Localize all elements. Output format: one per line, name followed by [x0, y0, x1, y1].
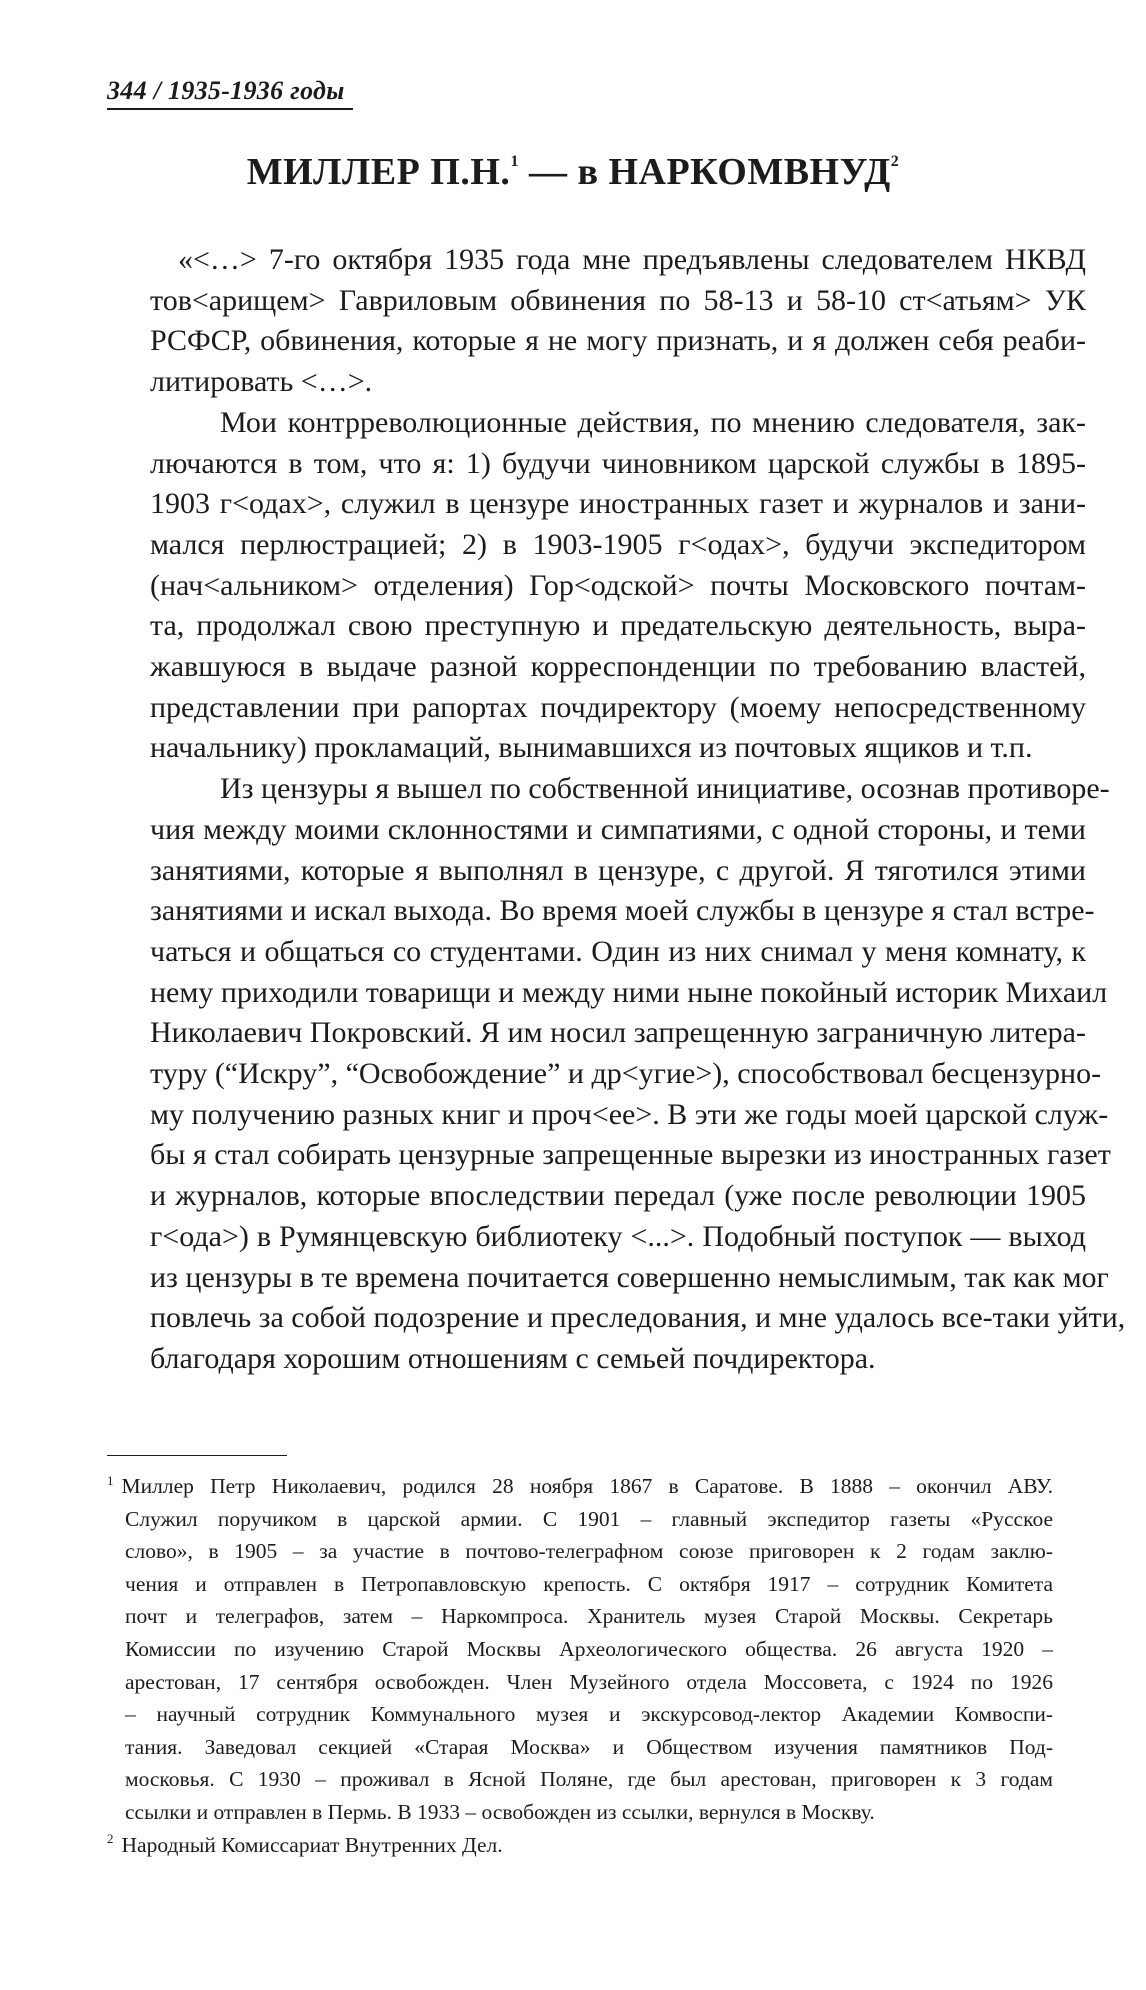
running-head: 344 / 1935-1936 годы — [107, 76, 353, 110]
body-line: (нач<альником> отделения) Гор<одской> почты Московского почтам- — [150, 568, 1086, 602]
footnote-line: тания. Заведовал секцией «Старая Москва» и Обществом изучения памятников Под- — [125, 1734, 1053, 1759]
body-line: г<ода>) в Румянцевскую библиотеку <...>. Подобный поступок — выход — [150, 1219, 1086, 1253]
footnote-mark: 1 — [107, 1472, 114, 1488]
body-line: представлении при рапортах почдиректору (моему непосредственному — [150, 690, 1086, 724]
body-line: нему приходили товарищи и между ними ныне покойный историк Михаил — [150, 975, 1108, 1009]
footnote-line: московья. С 1930 – проживал в Ясной Поляне, где был арестован, приговорен к 3 годам — [125, 1767, 1053, 1792]
body-line: Из цензуры я вышел по собственной инициативе, осознав противоре- — [220, 772, 1110, 806]
body-line: повлечь за собой подозрение и преследования, и мне удалось все-таки уйти, — [150, 1301, 1126, 1335]
body-line: 1903 г<одах>, служил в цензуре иностранных газет и журналов и зани- — [150, 487, 1086, 521]
body-line: туру (“Искру”, “Освобождение” и др<угие>), способствовал бесцензурно- — [150, 1057, 1102, 1091]
body-line: занятиями и искал выхода. Во время моей службы в цензуре я стал встре- — [150, 894, 1095, 928]
title-text: МИЛЛЕР П.Н. — [246, 151, 511, 193]
body-line: «<…> 7-го октября 1935 года мне предъявлены следователем НКВД — [178, 243, 1086, 276]
body-line: РСФСР, обвинения, которые я не могу признать, и я должен себя реаби- — [150, 324, 1086, 358]
body-line: литировать <…>. — [150, 365, 373, 399]
body-line: чия между моими склонностями и симпатиями, с одной стороны, и теми — [150, 812, 1086, 846]
footnote-line: чения и отправлен в Петропавловскую крепость. С октября 1917 – сотрудник Комитета — [125, 1571, 1053, 1596]
footnote-text: Миллер Петр Николаевич, родился 28 ноября 1867 в Саратове. В 1888 – окончил АВУ. — [121, 1474, 1053, 1498]
body-line: му получению разных книг и проч<ее>. В эти же годы моей царской служ- — [150, 1097, 1109, 1131]
body-line: Николаевич Покровский. Я им носил запрещенную заграничную литера- — [150, 1016, 1086, 1050]
body-line: мался перлюстрацией; 2) в 1903-1905 г<одах>, будучи экспедитором — [150, 527, 1086, 561]
body-line: и журналов, которые впоследствии передал (уже после революции 1905 — [150, 1179, 1086, 1213]
footnote-line: Комиссии по изучению Старой Москвы Археологического общества. 26 августа 1920 – — [125, 1636, 1053, 1661]
footnotes — [107, 1470, 1053, 1861]
footnote-line: арестован, 17 сентября освобожден. Член Музейного отдела Моссовета, с 1924 по 1926 — [125, 1669, 1053, 1694]
footnote-line: слово», в 1905 – за участие в почтово-телеграфном союзе приговорен к 2 годам заклю- — [125, 1539, 1053, 1564]
footnote-line — [107, 1829, 1053, 1862]
title-rest: — в НАРКОМВНУД — [518, 151, 891, 193]
body-line: занятиями, которые я выполнял в цензуре, с другой. Я тяготился этими — [150, 853, 1086, 887]
body-line: благодаря хорошим отношениям с семьей почдиректора. — [150, 1341, 876, 1375]
footnote-line: почт и телеграфов, затем – Наркомпроса. Хранитель музея Старой Москвы. Секретарь — [125, 1604, 1053, 1629]
footnote-mark: 2 — [107, 1831, 114, 1847]
footnote-line: – научный сотрудник Коммунального музея и экскурсовод-лектор Академии Комвоспи- — [125, 1702, 1053, 1727]
footnote-line: Служил поручиком в царской армии. С 1901 – главный экспедитор газеты «Русское — [125, 1506, 1053, 1531]
footnote-ref-1: 1 — [510, 153, 519, 171]
body-text — [150, 240, 1126, 1380]
body-line: та, продолжал свою преступную и предательскую деятельность, выра- — [150, 609, 1086, 643]
body-line: жавшуюся в выдаче разной корреспонденции по требованию властей, — [150, 650, 1086, 684]
footnote-divider — [107, 1455, 287, 1456]
body-line: Мои контрреволюционные действия, по мнению следователя, зак- — [220, 405, 1086, 439]
body-line: тов<арищем> Гавриловым обвинения по 58-13 и 58-10 ст<атьям> УК — [150, 283, 1086, 317]
body-line: чаться и общаться со студентами. Один из них снимал у меня комнату, к — [150, 934, 1086, 968]
footnote-line: ссылки и отправлен в Пермь. В 1933 – освобожден из ссылки, вернулся в Москву. — [125, 1799, 875, 1824]
footnote-line — [107, 1470, 1053, 1503]
body-line: лючаются в том, что я: 1) будучи чиновником царской службы в 1895- — [150, 446, 1086, 480]
page-title — [0, 150, 1146, 194]
body-line: бы я стал собирать цензурные запрещенные вырезки из иностранных газет — [150, 1138, 1111, 1172]
footnote-text: Народный Комиссариат Внутренних Дел. — [121, 1832, 503, 1857]
body-line: из цензуры в те времена почитается совершенно немыслимым, так как мог — [150, 1260, 1109, 1294]
footnote-ref-2: 2 — [890, 153, 900, 171]
body-line: начальнику) прокламаций, вынимавшихся из почтовых ящиков и т.п. — [150, 731, 1033, 765]
